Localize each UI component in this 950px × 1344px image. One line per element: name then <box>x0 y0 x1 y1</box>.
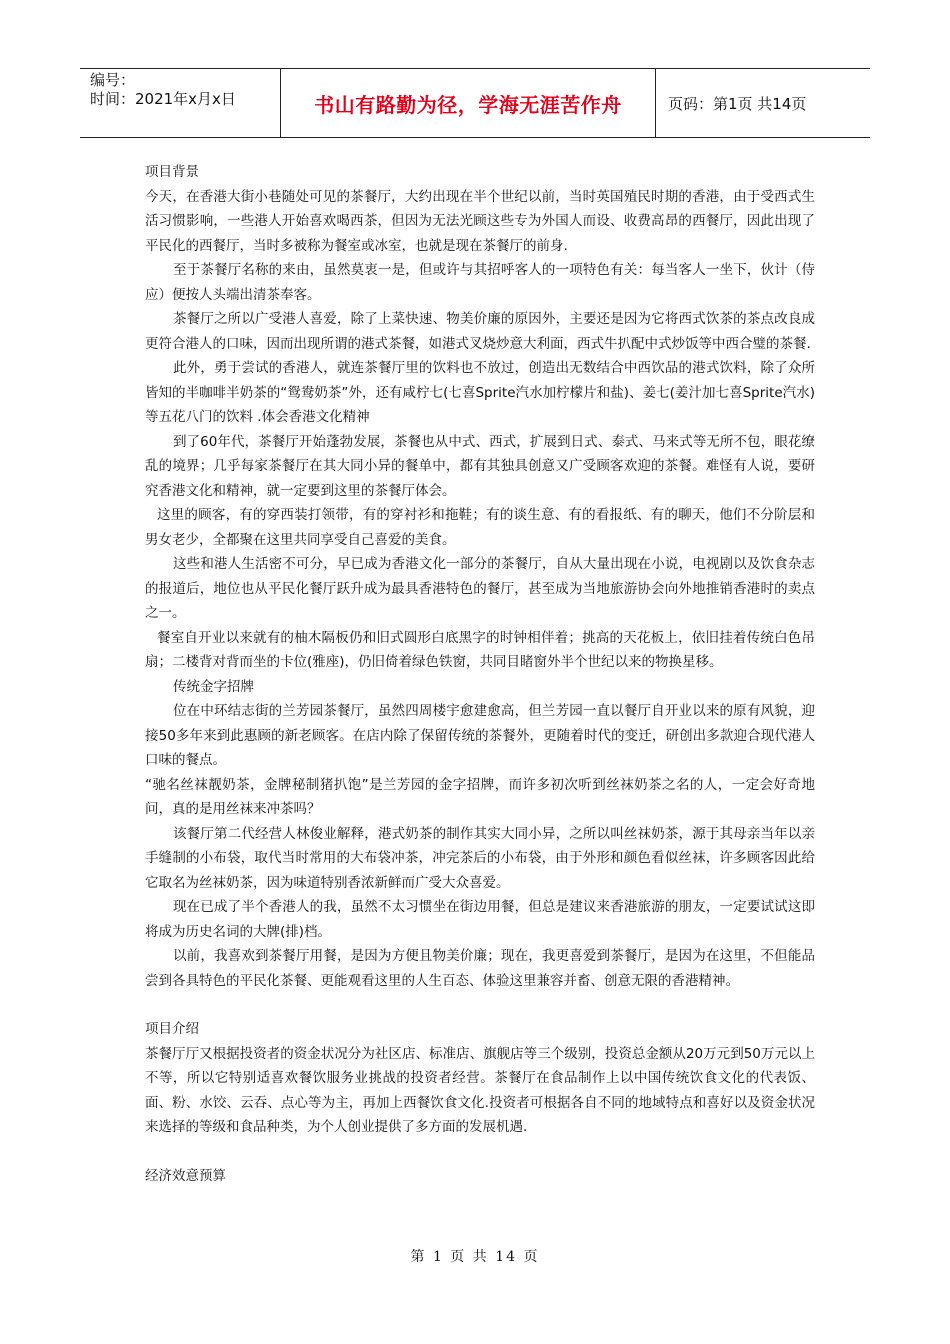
subheading-golden-sign: 传统金字招牌 <box>173 678 254 695</box>
document-body <box>145 160 815 1188</box>
paragraph: 茶餐厅之所以广受港人喜爱，除了上菜快速、物美价廉的原因外，主要还是因为它将西式饮茶的茶点改良成更符合港人的口味，因而出现所谓的港式茶餐，如港式叉烧炒意大利面，西式牛扒配中式炒饭等中西合璧的茶餐. <box>145 311 815 352</box>
paragraph: 餐室自开业以来就有的柚木隔板仍和旧式圆形白底黑字的时钟相伴着；挑高的天花板上，依旧挂着传统白色吊扇；二楼背对背而坐的卡位(雅座)，仍旧倚着绿色铁窗，共同目睹窗外半个世纪以来的物换星移。 <box>145 629 815 670</box>
document-header <box>80 68 870 138</box>
date-line: 时间：2021年x月x日 <box>90 90 236 108</box>
paragraph: 到了60年代，茶餐厅开始蓬勃发展，茶餐也从中式、西式，扩展到日式、泰式、马来式等无所不包，眼花缭乱的境界；几乎每家茶餐厅在其大同小异的餐单中，都有其独具创意又广受顾客欢迎的茶餐。难怪有人说，要研究香港文化和精神，就一定要到这里的茶餐厅体会。 <box>145 433 815 499</box>
paragraph: 位在中环结志街的兰芳园茶餐厅，虽然四周楼宇愈建愈高，但兰芳园一直以餐厅自开业以来的原有风貌，迎接50多年来到此惠顾的新老顾客。在店内除了保留传统的茶餐外，更随着时代的变迁，研创出多款迎合现代港人口味的餐点。 <box>145 703 815 768</box>
header-motto-cell <box>281 69 656 137</box>
section-heading-background: 项目背景 <box>145 164 199 180</box>
paragraph: 至于茶餐厅名称的来由，虽然莫衷一是，但或许与其招呼客人的一项特色有关：每当客人一坐下，伙计（侍应）便按人头端出清茶奉客。 <box>145 262 815 303</box>
paragraph: 该餐厅第二代经营人林俊业解释，港式奶茶的制作其实大同小异，之所以叫丝袜奶茶，源于其母亲当年以亲手缝制的小布袋，取代当时常用的大布袋冲茶，冲完茶后的小布袋，由于外形和颜色看似丝袜，许多顾客因此给它取名为丝袜奶茶，因为味道特别香浓新鲜而广受大众喜爱。 <box>145 825 815 891</box>
header-meta <box>80 69 281 137</box>
page-info: 页码：第1页 共14页 <box>668 94 807 113</box>
paragraph: “驰名丝袜靓奶茶，金牌秘制猪扒饱”是兰芳园的金字招牌，而许多初次听到丝袜奶茶之名的人，一定会好奇地问，真的是用丝袜来冲茶吗？ <box>145 776 815 817</box>
paragraph: 以前，我喜欢到茶餐厅用餐，是因为方便且物美价廉；现在，我更喜爱到茶餐厅，是因为在这里，不但能品尝到各具特色的平民化茶餐、更能观看这里的人生百态、体验这里兼容并畜、创意无限的香港精神。 <box>145 948 815 989</box>
section-heading-budget: 经济效意预算 <box>145 1167 226 1184</box>
paragraph: 这些和港人生活密不可分，早已成为香港文化一部分的茶餐厅，自从大量出现在小说，电视剧以及饮食杂志的报道后，地位也从平民化餐厅跃升成为最具香港特色的餐厅，甚至成为当地旅游协会向外地推销香港时的卖点之一。 <box>145 556 815 621</box>
paragraph: 今天，在香港大街小巷随处可见的茶餐厅，大约出现在半个世纪以前，当时英国殖民时期的香港，由于受西式生活习惯影响，一些港人开始喜欢喝西茶，但因为无法光顾这些专为外国人而设、收费高昂的西餐厅，因此出现了平民化的西餐厅，当时多被称为餐室或冰室，也就是现在茶餐厅的前身. <box>145 188 815 254</box>
number-label: 编号： <box>90 71 136 89</box>
paragraph: 现在已成了半个香港人的我，虽然不太习惯坐在街边用餐，但总是建议来香港旅游的朋友，一定要试试这即将成为历史名词的大牌(排)档。 <box>145 899 815 940</box>
header-page-info-cell <box>656 69 870 137</box>
header-motto: 书山有路勤为径，学海无涯苦作舟 <box>314 92 622 117</box>
spacer <box>145 1140 815 1164</box>
paragraph: 此外，勇于尝试的香港人，就连茶餐厅里的饮料也不放过，创造出无数结合中西饮品的港式饮料，除了众所皆知的半咖啡半奶茶的“鸳鸯奶茶”外，还有咸柠七(七喜Sprite汽水加柠檬片和盐)、姜七(姜汁加七喜Sprite汽水)等五花八门的饮料 .体会香港文化精神 <box>145 360 815 425</box>
section-heading-intro: 项目介绍 <box>145 1021 199 1037</box>
paragraph: 这里的顾客，有的穿西装打领带，有的穿衬衫和拖鞋；有的谈生意、有的看报纸、有的聊天，他们不分阶层和男女老少，全都聚在这里共同享受自己喜爱的美食。 <box>145 507 815 548</box>
spacer <box>145 993 815 1017</box>
page-footer: 第 1 页 共 14 页 <box>410 1249 540 1265</box>
paragraph: 茶餐厅厅又根据投资者的资金状况分为社区店、标准店、旗舰店等三个级别，投资总金额从20万元到50万元以上不等，所以它特别适喜欢餐饮服务业挑战的投资者经营。茶餐厅在食品制作上以中国传统饮食文化的代表饭、面、粉、水饺、云吞、点心等为主，再加上西餐饮食文化.投资者可根据各自不同的地域特点和喜好以及资金状况来选择的等级和食品种类，为个人创业提供了多方面的发展机遇. <box>145 1045 815 1135</box>
